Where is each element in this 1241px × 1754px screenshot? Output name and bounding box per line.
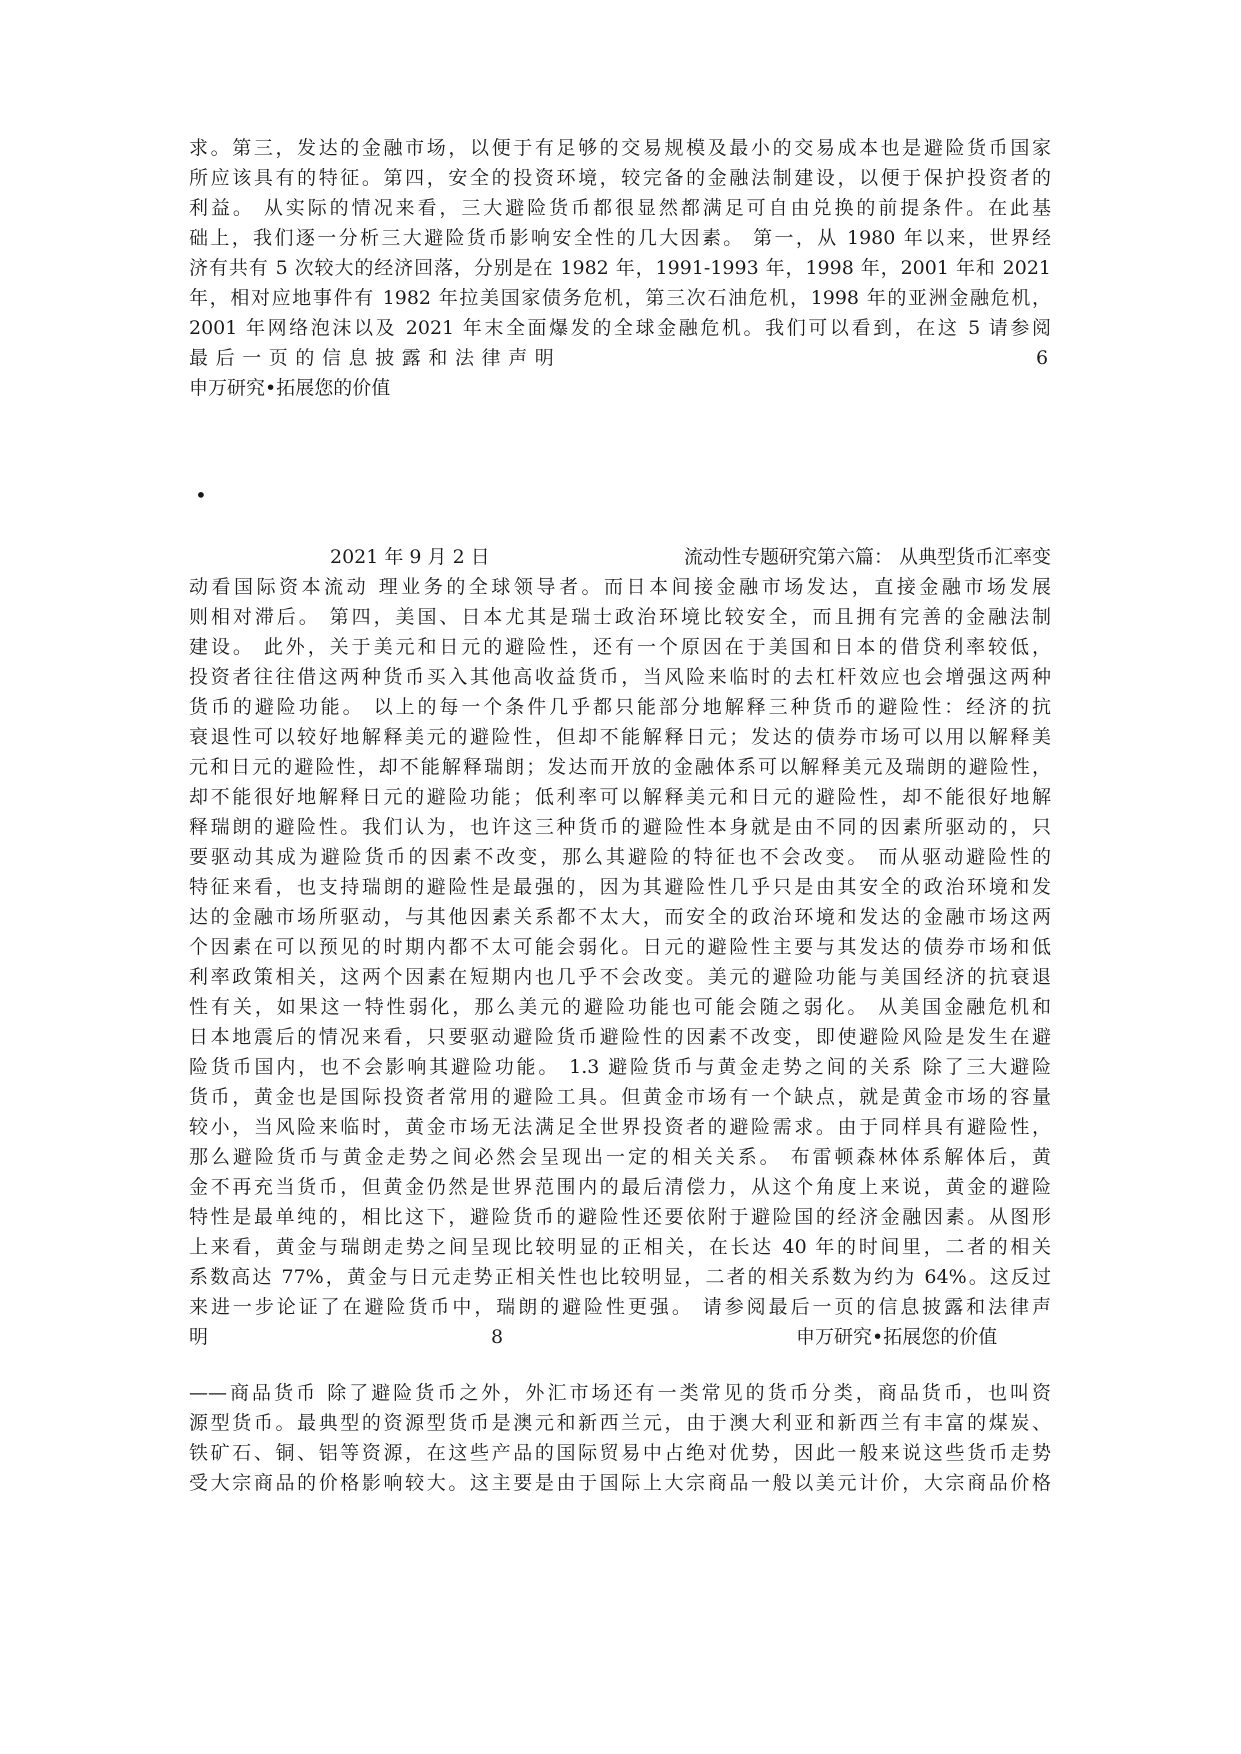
text-line: 源型货币。最典型的资源型货币是澳元和新西兰元，由于澳大利亚和新西兰有丰富的煤炭、: [189, 1412, 1051, 1434]
text-line: 则相对滞后。 第四，美国、日本尤其是瑞士政治环境比较安全，而且拥有完善的金融法制: [189, 606, 1051, 628]
text-line: 年，相对应地事件有 1982 年拉美国家债务危机，第三次石油危机，1998 年的亚洲金融危机，: [189, 287, 1051, 309]
text-line: 特性是最单纯的，相比这下，避险货币的避险性还要依附于避险国的经济金融因素。从图形: [189, 1206, 1051, 1228]
footer-disclosure-end: 明: [189, 1326, 209, 1348]
text-line: 那么避险货币与黄金走势之间必然会呈现出一定的相关关系。 布雷顿森林体系解体后，黄: [189, 1146, 1051, 1168]
text-line: 上来看，黄金与瑞朗走势之间呈现比较明显的正相关，在长达 40 年的时间里，二者的相关: [189, 1236, 1051, 1258]
text-line: 衰退性可以较好地解释美元的避险性，但却不能解释日元；发达的债券市场可以用以解释美: [189, 726, 1051, 748]
text-line: 要驱动其成为避险货币的因素不改变，那么其避险的特征也不会改变。 而从驱动避险性的: [189, 846, 1051, 868]
text-line: 利率政策相关，这两个因素在短期内也几乎不会改变。美元的避险功能与美国经济的抗衰退: [189, 966, 1051, 988]
text-line: 释瑞朗的避险性。我们认为，也许这三种货币的避险性本身就是由不同的因素所驱动的，只: [189, 816, 1051, 838]
footer-brand: 申万研究•拓展您的价值: [796, 1326, 998, 1348]
report-date: 2021 年 9 月 2 日: [330, 546, 490, 568]
report-title: 流动性专题研究第六篇： 从典型货币汇率变: [683, 546, 1051, 568]
text-line: 利益。 从实际的情况来看，三大避险货币都很显然都满足可自由兑换的前提条件。在此基: [189, 197, 1051, 219]
text-line: 货币，黄金也是国际投资者常用的避险工具。但黄金市场有一个缺点，就是黄金市场的容量: [189, 1086, 1051, 1108]
text-line: 济有共有 5 次较大的经济回落，分别是在 1982 年，1991-1993 年，1998 年，2001 年和 2021: [189, 257, 1051, 279]
text-line: 险货币国内，也不会影响其避险功能。 1.3 避险货币与黄金走势之间的关系 除了三大避险: [189, 1056, 1051, 1078]
footer-disclosure: 最后一页的信息披露和法律声明: [189, 347, 562, 369]
text-line: 却不能很好地解释日元的避险功能；低利率可以解释美元和日元的避险性，却不能很好地解: [189, 786, 1051, 808]
text-line: 达的金融市场所驱动，与其他因素关系都不太大，而安全的政治环境和发达的金融市场这两: [189, 906, 1051, 928]
text-line: 所应该具有的特征。第四，安全的投资环境，较完备的金融法制建设，以便于保护投资者的: [189, 167, 1051, 189]
text-line: 金不再充当货币，但黄金仍然是世界范围内的最后清偿力，从这个角度上来说，黄金的避险: [189, 1176, 1051, 1198]
page-number: 6: [1036, 347, 1049, 369]
text-line: 求。第三，发达的金融市场，以便于有足够的交易规模及最小的交易成本也是避险货币国家: [189, 137, 1051, 159]
text-line: 特征来看，也支持瑞朗的避险性是最强的，因为其避险性几乎只是由其安全的政治环境和发: [189, 876, 1051, 898]
text-line: 来进一步论证了在避险货币中，瑞朗的避险性更强。 请参阅最后一页的信息披露和法律声: [189, 1296, 1051, 1318]
text-line: 投资者往往借这两种货币买入其他高收益货币，当风险来临时的去杠杆效应也会增强这两种: [189, 666, 1051, 688]
text-line: 个因素在可以预见的时期内都不太可能会弱化。日元的避险性主要与其发达的债券市场和低: [189, 936, 1051, 958]
text-line: 性有关，如果这一特性弱化，那么美元的避险功能也可能会随之弱化。 从美国金融危机和: [189, 996, 1051, 1018]
text-line: 系数高达 77%，黄金与日元走势正相关性也比较明显，二者的相关系数为约为 64%。这反过: [189, 1266, 1051, 1288]
text-line: 较小，当风险来临时，黄金市场无法满足全世界投资者的避险需求。由于同样具有避险性，: [189, 1116, 1051, 1138]
text-line: 元和日元的避险性，却不能解释瑞朗；发达而开放的金融体系可以解释美元及瑞朗的避险性，: [189, 756, 1051, 778]
text-line: 铁矿石、铜、铝等资源，在这些产品的国际贸易中占绝对优势，因此一般来说这些货币走势: [189, 1442, 1051, 1464]
text-line: 受大宗商品的价格影响较大。这主要是由于国际上大宗商品一般以美元计价，大宗商品价格: [189, 1472, 1051, 1494]
page-number: 8: [491, 1326, 504, 1348]
text-line: 2001 年网络泡沫以及 2021 年末全面爆发的全球金融危机。我们可以看到，在这 5 请参阅: [189, 317, 1051, 339]
footer-brand: 申万研究•拓展您的价值: [189, 377, 391, 399]
text-line: 货币的避险功能。 以上的每一个条件几乎都只能部分地解释三种货币的避险性：经济的抗: [189, 696, 1051, 718]
text-line: 日本地震后的情况来看，只要驱动避险货币避险性的因素不改变，即使避险风险是发生在避: [189, 1026, 1051, 1048]
text-line: ——商品货币 除了避险货币之外，外汇市场还有一类常见的货币分类，商品货币，也叫资: [189, 1382, 1051, 1404]
text-line: 动看国际资本流动 理业务的全球领导者。而日本间接金融市场发达，直接金融市场发展: [189, 576, 1051, 598]
text-line: 建设。 此外，关于美元和日元的避险性，还有一个原因在于美国和日本的借贷利率较低，: [189, 636, 1051, 658]
bullet-mark: •: [195, 483, 207, 507]
text-line: 础上，我们逐一分析三大避险货币影响安全性的几大因素。 第一，从 1980 年以来，世界经: [189, 227, 1051, 249]
